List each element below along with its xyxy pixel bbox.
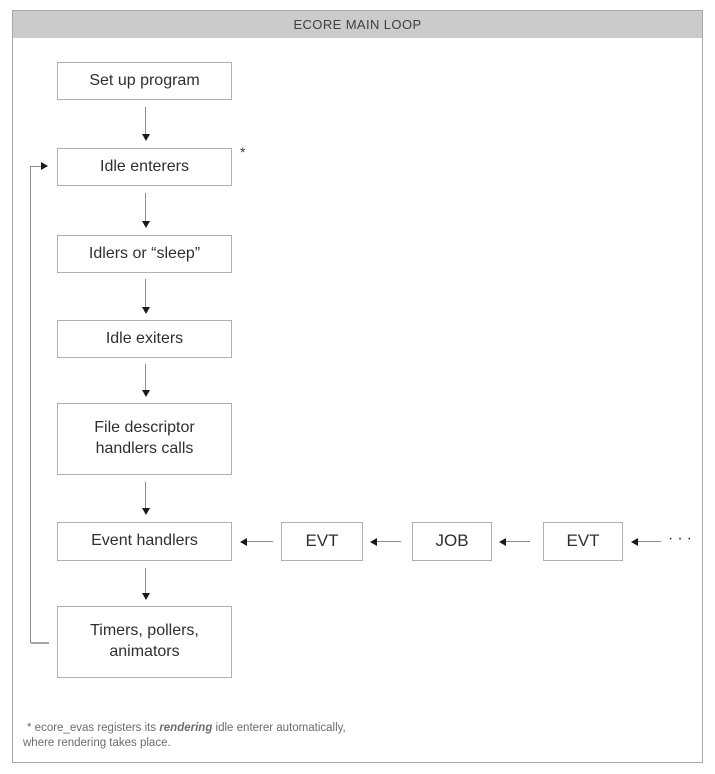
loopback-line-top bbox=[31, 166, 41, 167]
flow-box-label: Set up program bbox=[89, 71, 200, 89]
event-chain-label: EVT bbox=[305, 531, 339, 551]
arrow-shaft bbox=[145, 568, 146, 593]
flow-box-label: Idle enterers bbox=[100, 157, 189, 175]
event-chain-ellipsis: ··· bbox=[668, 530, 696, 547]
diagram-title: ECORE MAIN LOOP bbox=[293, 17, 422, 32]
flow-box-label: File descriptor handlers calls bbox=[94, 419, 195, 457]
arrow-head bbox=[499, 538, 506, 546]
arrow-shaft bbox=[145, 364, 146, 390]
arrow-shaft bbox=[145, 279, 146, 307]
arrow-shaft bbox=[506, 541, 530, 542]
loopback-line-bottom bbox=[31, 642, 49, 644]
event-chain-box-job bbox=[412, 522, 492, 561]
arrow-head bbox=[142, 134, 150, 141]
arrow-head bbox=[142, 593, 150, 600]
event-chain-label: EVT bbox=[566, 531, 600, 551]
flow-box-idle-enterers bbox=[57, 148, 232, 186]
footnote-emphasis: rendering bbox=[159, 722, 213, 734]
flow-box-set-up-program bbox=[57, 62, 232, 100]
flow-box-label: Idle exiters bbox=[105, 329, 184, 347]
flow-box-timers-pollers-animators bbox=[57, 606, 232, 678]
arrow-shaft bbox=[638, 541, 661, 542]
event-chain-box-evt-1 bbox=[281, 522, 363, 561]
footnote-text: idle enterer automatically, bbox=[212, 722, 346, 734]
arrow-head bbox=[142, 390, 150, 397]
arrow-left-icon bbox=[499, 537, 530, 546]
footnote-text: * ecore_evas registers its bbox=[27, 722, 160, 734]
event-chain-label: JOB bbox=[435, 531, 469, 551]
arrow-down-icon bbox=[141, 279, 150, 314]
arrow-right-icon bbox=[41, 162, 48, 170]
arrow-head bbox=[631, 538, 638, 546]
arrow-head bbox=[370, 538, 377, 546]
flow-box-label: Idlers or “sleep” bbox=[88, 244, 201, 262]
diagram-title-bar bbox=[13, 11, 702, 38]
arrow-shaft bbox=[247, 541, 273, 542]
footnote-line-1 bbox=[23, 721, 463, 736]
arrow-left-icon bbox=[631, 537, 661, 546]
arrow-shaft bbox=[145, 193, 146, 221]
arrow-down-icon bbox=[141, 107, 150, 141]
arrow-down-icon bbox=[141, 568, 150, 600]
flow-box-label: Timers, pollers, animators bbox=[90, 622, 199, 660]
flow-box-idlers-or-sleep bbox=[57, 235, 232, 273]
flow-box-file-descriptor-handlers bbox=[57, 403, 232, 475]
footnote bbox=[23, 721, 463, 751]
loopback-line-vertical bbox=[30, 166, 31, 643]
flow-box-label: Event handlers bbox=[91, 532, 198, 550]
arrow-head bbox=[142, 221, 150, 228]
arrow-shaft bbox=[145, 482, 146, 508]
footnote-line-2: where rendering takes place. bbox=[23, 737, 171, 749]
arrow-down-icon bbox=[141, 193, 150, 228]
arrow-head bbox=[142, 508, 150, 515]
arrow-shaft bbox=[145, 107, 146, 134]
arrow-head bbox=[142, 307, 150, 314]
arrow-left-icon bbox=[370, 537, 401, 546]
arrow-down-icon bbox=[141, 482, 150, 515]
idle-enterers-asterisk: * bbox=[240, 144, 246, 160]
arrow-left-icon bbox=[240, 537, 273, 546]
arrow-down-icon bbox=[141, 364, 150, 397]
flow-box-idle-exiters bbox=[57, 320, 232, 358]
flow-box-event-handlers bbox=[57, 522, 232, 561]
event-chain-box-evt-2 bbox=[543, 522, 623, 561]
arrow-shaft bbox=[377, 541, 401, 542]
arrow-head bbox=[240, 538, 247, 546]
